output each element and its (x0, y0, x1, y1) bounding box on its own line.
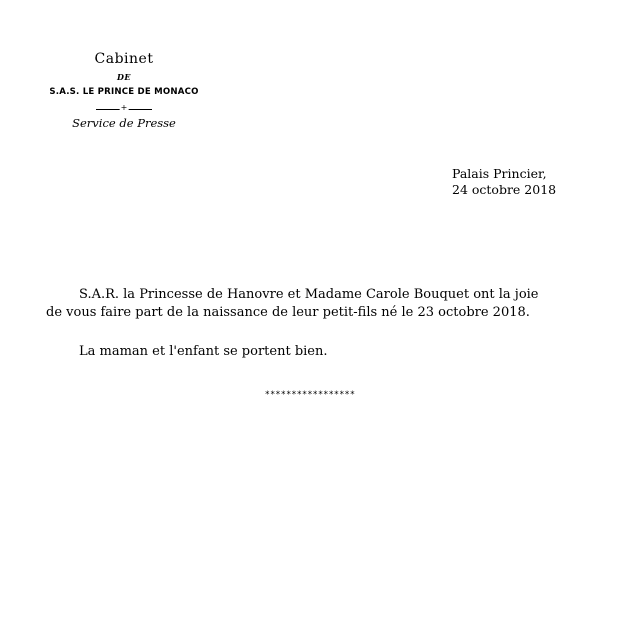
announcement-paragraph (46, 286, 580, 322)
announcement-line-1: S.A.R. la Princesse de Hanovre et Madame Carole Bouquet ont la joie (79, 287, 539, 302)
letterhead-de: DE (116, 72, 132, 82)
letterhead (36, 50, 212, 130)
announcement-line-2: de vous faire part de la naissance de leur petit-fils né le 23 octobre 2018. (46, 305, 530, 320)
dateline (452, 166, 556, 198)
divider-ornament-icon: + (120, 103, 128, 112)
letterhead-cabinet: Cabinet (94, 51, 154, 67)
separator: ***************** (264, 390, 356, 400)
dateline-place: Palais Princier, (452, 166, 547, 181)
health-paragraph: La maman et l'enfant se portent bien. (79, 344, 328, 359)
letterhead-divider (96, 103, 152, 113)
letterhead-prince: S.A.S. LE PRINCE DE MONACO (49, 87, 199, 97)
letterhead-service: Service de Presse (72, 116, 176, 130)
dateline-date: 24 octobre 2018 (452, 182, 557, 197)
